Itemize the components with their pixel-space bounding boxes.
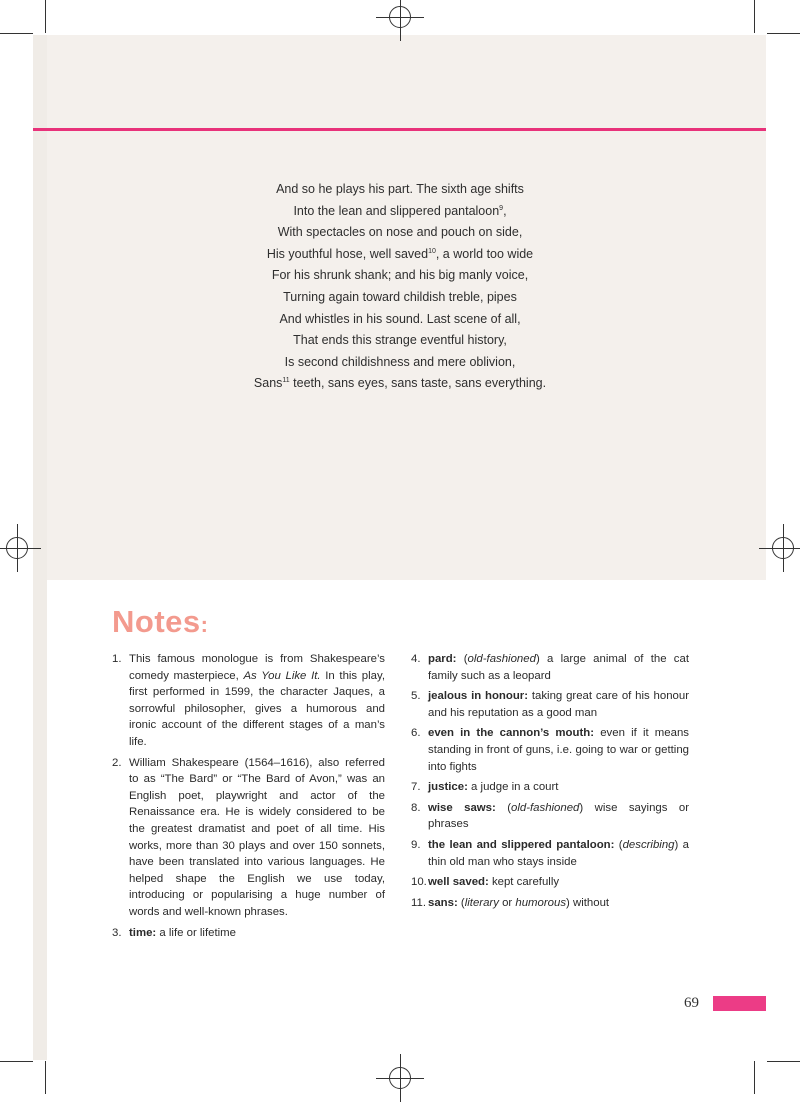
note-text: pard: (old-fashioned) a large animal of the cat family such as a leopard [428,653,689,682]
note-number: 2. [112,756,122,769]
note-item [112,651,385,751]
page-tab-marker [713,996,766,1011]
note-item [411,895,689,912]
footnote-ref: 9 [499,204,504,212]
poem-line: With spectacles on nose and pouch on side, [277,225,523,240]
poem-line: Into the lean and slippered pantaloon$^9$, [293,203,507,218]
note-number: 8. [411,801,421,814]
registration-mark-left [6,537,28,559]
note-item [411,874,689,891]
crop-mark [754,1061,755,1094]
poem-line: His youthful hose, well saved$^{10}$, a world too wide [266,246,534,261]
poem-line: Sans$^{11}$ teeth, sans eyes, sans taste, sans everything. [253,376,547,391]
registration-mark-bottom [389,1067,411,1089]
note-text: sans: (literary or humorous) without [428,896,610,909]
poem-stanza [150,179,650,395]
poem-line: And whistles in his sound. Last scene of all, [279,311,521,326]
poem-line: For his shrunk shank; and his big manly voice, [271,268,529,283]
note-text: well saved: kept carefully [428,876,560,889]
registration-mark-top [389,6,411,28]
note-item [411,779,689,796]
note-text: justice: a judge in a court [428,781,559,794]
note-number: 6. [411,727,421,740]
footnote-ref: 10 [428,247,436,255]
note-item [411,688,689,721]
note-number: 3. [112,926,122,939]
note-item [411,837,689,870]
notes-heading: Notes: [112,604,209,639]
poem-line: Is second childishness and mere oblivion, [284,354,516,369]
notes-column-left [112,651,385,945]
note-item [112,925,385,942]
poem-line: That ends this strange eventful history, [293,333,507,348]
crop-mark [0,1061,33,1062]
note-number: 5. [411,690,421,703]
note-number: 4. [411,653,421,665]
footnote-ref: 11 [282,377,290,385]
note-text: the lean and slippered pantaloon: (describing) a thin old man who stays inside [428,838,689,868]
registration-mark-right [772,537,794,559]
crop-mark [754,0,755,33]
notes-column-right [411,651,689,915]
note-text: even in the cannon’s mouth: even if it means standing in front of guns, i.e. going to war or getting into fights [428,727,689,773]
crop-mark [767,33,800,34]
note-text: wise saws: (old-fashioned) wise sayings or phrases [428,801,689,831]
note-item [411,651,689,684]
note-item [112,755,385,921]
page-number: 69 [684,995,699,1011]
note-number: 11. [411,896,426,909]
note-item [411,725,689,775]
note-text: William Shakespeare (1564–1616), also referred to as “The Bard” or “The Bard of Avon,” was an English poet, playwright and actor of the Renaissance era. He is widely considered to be the greatest dramatist and poet of all time. His works, more than 30 plays and over 150 sonnets, have been translated into various languages. He helped shape the English we use today, introducing or popularising a huge number of words and well-known phrases. [129,756,385,918]
note-number: 1. [112,653,122,665]
note-number: 10. [411,876,427,889]
note-text: time: a life or lifetime [129,926,236,939]
crop-mark [45,0,46,33]
note-text: This famous monologue is from Shakespeare’s comedy masterpiece, As You Like It. In this play, first performed in 1599, the character Jaques, a sorrowful philosopher, gives a humorous and ironic account of the different stages of a man’s life. [129,653,386,748]
crop-mark [45,1061,46,1094]
note-number: 7. [411,781,421,794]
note-number: 9. [411,838,421,851]
note-item [411,800,689,833]
crop-mark [0,33,33,34]
crop-mark [767,1061,800,1062]
accent-rule [33,128,766,131]
poem-line: Turning again toward childish treble, pipes [283,289,517,304]
note-text: jealous in honour: taking great care of his honour and his reputation as a good man [428,690,689,719]
poem-line: And so he plays his part. The sixth age shifts [276,182,524,196]
